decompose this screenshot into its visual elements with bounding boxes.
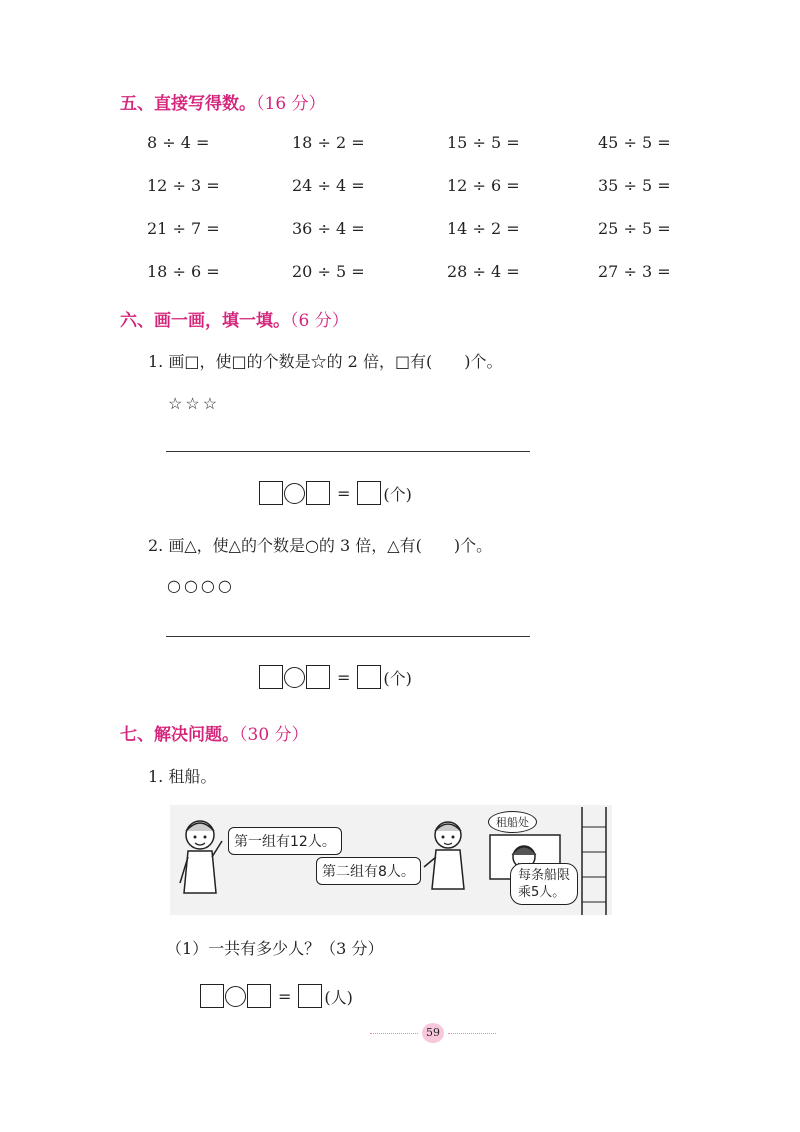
section-5-points: （16 分）: [256, 94, 326, 114]
equation: 14 ÷ 2 =: [447, 219, 520, 238]
answer-box[interactable]: [259, 665, 283, 689]
section-6-title-text: 六、画一画，填一填。: [120, 311, 290, 331]
boat-rental-illustration: [170, 805, 612, 915]
answer-box[interactable]: [306, 665, 330, 689]
formula-6-2: [259, 665, 412, 689]
equation: 15 ÷ 5 =: [447, 133, 520, 152]
equation: 21 ÷ 7 =: [147, 219, 220, 238]
speech-bubble-group1: 第一组有12人。: [228, 827, 342, 855]
answer-box[interactable]: [357, 481, 381, 505]
page-number-footer: [370, 1023, 498, 1043]
equation: 27 ÷ 3 =: [598, 262, 671, 281]
unit-label: (个): [383, 668, 412, 688]
equals-sign: =: [278, 986, 292, 1006]
section-7-title: [120, 720, 309, 745]
equation: 25 ÷ 5 =: [598, 219, 671, 238]
boy-figure-icon: [176, 813, 226, 908]
equation: 35 ÷ 5 =: [598, 176, 671, 195]
formula-6-1: [259, 481, 412, 505]
formula-7-1-1: [200, 984, 353, 1008]
answer-box[interactable]: [247, 984, 271, 1008]
question-6-1-text: 1. 画□，使□的个数是☆的 2 倍，□有( )个。: [148, 352, 503, 371]
answer-box[interactable]: [298, 984, 322, 1008]
operator-circle[interactable]: [284, 667, 305, 688]
question-7-1-text: 1. 租船。: [148, 767, 217, 786]
answer-box[interactable]: [200, 984, 224, 1008]
equation: 20 ÷ 5 =: [292, 262, 365, 281]
section-5-title: [120, 89, 326, 114]
footer-dots-right: [448, 1033, 496, 1034]
drawing-line[interactable]: [166, 636, 530, 637]
question-7-1-1-text: （1）一共有多少人？（3 分）: [166, 939, 384, 958]
equation: 8 ÷ 4 =: [147, 133, 210, 152]
equation: 36 ÷ 4 =: [292, 219, 365, 238]
boat-rental-sign: 租船处: [488, 811, 537, 833]
equation: 24 ÷ 4 =: [292, 176, 365, 195]
equals-sign: =: [337, 667, 351, 687]
speech-bubble-group2: 第二组有8人。: [316, 857, 421, 885]
boat-limit-line2: 乘5人。: [518, 885, 566, 900]
section-6-points: （6 分）: [290, 311, 349, 331]
answer-box[interactable]: [306, 481, 330, 505]
footer-dots-left: [370, 1033, 418, 1034]
wall-icon: [576, 807, 612, 915]
boat-limit-line1: 每条船限: [518, 868, 571, 883]
equation: 18 ÷ 6 =: [147, 262, 220, 281]
equation: 18 ÷ 2 =: [292, 133, 365, 152]
unit-label: (人): [324, 987, 353, 1007]
circle-symbols: ○○○○: [167, 576, 235, 595]
section-7-title-text: 七、解决问题。: [120, 725, 239, 745]
equation: 12 ÷ 6 =: [447, 176, 520, 195]
equation: 12 ÷ 3 =: [147, 176, 220, 195]
equals-sign: =: [337, 483, 351, 503]
section-7-points: （30 分）: [239, 725, 309, 745]
unit-label: (个): [383, 484, 412, 504]
answer-box[interactable]: [259, 481, 283, 505]
answer-box[interactable]: [357, 665, 381, 689]
page-number: 59: [422, 1023, 444, 1043]
operator-circle[interactable]: [284, 483, 305, 504]
question-6-2-text: 2. 画△，使△的个数是○的 3 倍，△有( )个。: [148, 536, 493, 555]
star-symbols: ☆☆☆: [168, 394, 221, 413]
boat-limit-note: [510, 863, 578, 905]
operator-circle[interactable]: [225, 986, 246, 1007]
section-5-title-text: 五、直接写得数。: [120, 94, 256, 114]
drawing-line[interactable]: [166, 451, 530, 452]
equation: 28 ÷ 4 =: [447, 262, 520, 281]
equation: 45 ÷ 5 =: [598, 133, 671, 152]
boy-figure-icon: [422, 815, 472, 905]
section-6-title: [120, 306, 349, 331]
